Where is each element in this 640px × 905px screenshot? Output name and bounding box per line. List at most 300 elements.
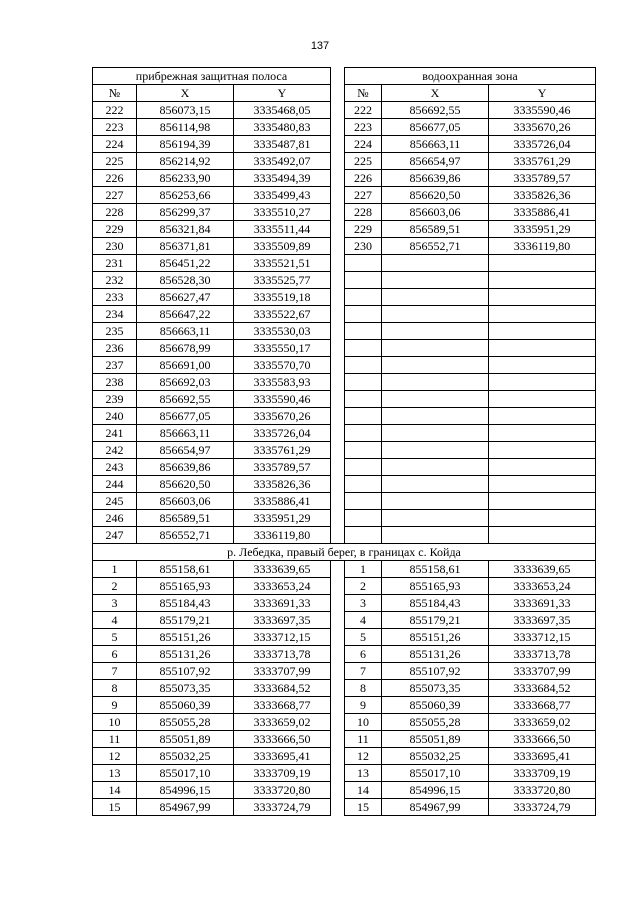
column-gap (331, 476, 345, 493)
table-row (93, 748, 596, 765)
right-x-cell (382, 255, 489, 272)
table-row (93, 714, 596, 731)
table-row (93, 102, 596, 119)
right-number-cell (345, 340, 382, 357)
right-y-cell: 3335886,41 (489, 204, 596, 221)
right-number-cell: 4 (345, 612, 382, 629)
right-col-number-header: № (345, 85, 382, 102)
left-y-cell: 3333724,79 (234, 799, 331, 816)
table-row (93, 493, 596, 510)
left-number-cell: 232 (93, 272, 137, 289)
column-gap (331, 442, 345, 459)
column-gap (331, 748, 345, 765)
right-x-cell: 855017,10 (382, 765, 489, 782)
left-x-cell: 855158,61 (137, 561, 234, 578)
column-gap (331, 663, 345, 680)
table-row (93, 136, 596, 153)
right-number-cell: 8 (345, 680, 382, 697)
column-gap (331, 85, 345, 102)
left-number-cell: 236 (93, 340, 137, 357)
right-x-cell: 855184,43 (382, 595, 489, 612)
left-y-cell: 3335570,70 (234, 357, 331, 374)
left-x-cell: 856552,71 (137, 527, 234, 544)
column-gap (331, 357, 345, 374)
right-x-cell: 854996,15 (382, 782, 489, 799)
right-number-cell: 225 (345, 153, 382, 170)
right-number-cell (345, 374, 382, 391)
left-group-header: прибрежная защитная полоса (93, 68, 331, 85)
table-row (93, 153, 596, 170)
left-number-cell: 230 (93, 238, 137, 255)
left-x-cell: 856528,30 (137, 272, 234, 289)
right-x-cell (382, 357, 489, 374)
table-row (93, 187, 596, 204)
left-number-cell: 225 (93, 153, 137, 170)
left-y-cell: 3335886,41 (234, 493, 331, 510)
right-x-cell: 855055,28 (382, 714, 489, 731)
column-gap (331, 187, 345, 204)
table-row (93, 612, 596, 629)
column-gap (331, 153, 345, 170)
left-number-cell: 241 (93, 425, 137, 442)
table-row (93, 459, 596, 476)
right-y-cell (489, 425, 596, 442)
right-number-cell (345, 459, 382, 476)
table-row (93, 663, 596, 680)
coordinates-table (92, 67, 596, 816)
right-number-cell: 15 (345, 799, 382, 816)
right-x-cell: 856620,50 (382, 187, 489, 204)
left-x-cell: 856299,37 (137, 204, 234, 221)
right-y-cell: 3336119,80 (489, 238, 596, 255)
right-y-cell (489, 374, 596, 391)
left-number-cell: 2 (93, 578, 137, 595)
left-y-cell: 3335670,26 (234, 408, 331, 425)
left-number-cell: 233 (93, 289, 137, 306)
column-gap (331, 799, 345, 816)
left-x-cell: 856678,99 (137, 340, 234, 357)
right-number-cell: 13 (345, 765, 382, 782)
table-row (93, 799, 596, 816)
column-gap (331, 782, 345, 799)
left-x-cell: 856371,81 (137, 238, 234, 255)
table-row (93, 119, 596, 136)
right-x-cell (382, 374, 489, 391)
right-x-cell: 856589,51 (382, 221, 489, 238)
right-x-cell (382, 527, 489, 544)
column-gap (331, 255, 345, 272)
right-x-cell: 856692,55 (382, 102, 489, 119)
left-number-cell: 234 (93, 306, 137, 323)
left-y-cell: 3335522,67 (234, 306, 331, 323)
right-col-y-header: Y (489, 85, 596, 102)
right-y-cell (489, 493, 596, 510)
left-number-cell: 9 (93, 697, 137, 714)
table-row (93, 408, 596, 425)
left-number-cell: 11 (93, 731, 137, 748)
left-x-cell: 856253,66 (137, 187, 234, 204)
left-y-cell: 3335510,27 (234, 204, 331, 221)
right-y-cell (489, 357, 596, 374)
left-y-cell: 3335583,93 (234, 374, 331, 391)
table-row (93, 221, 596, 238)
right-number-cell (345, 425, 382, 442)
left-x-cell: 856114,98 (137, 119, 234, 136)
right-number-cell (345, 323, 382, 340)
left-number-cell: 223 (93, 119, 137, 136)
left-y-cell: 3335951,29 (234, 510, 331, 527)
table-row (93, 510, 596, 527)
right-x-cell: 855073,35 (382, 680, 489, 697)
left-col-y-header: Y (234, 85, 331, 102)
right-x-cell (382, 391, 489, 408)
right-y-cell: 3335761,29 (489, 153, 596, 170)
right-x-cell (382, 408, 489, 425)
right-x-cell: 856639,86 (382, 170, 489, 187)
left-y-cell: 3333709,19 (234, 765, 331, 782)
column-gap (331, 68, 345, 85)
right-y-cell (489, 306, 596, 323)
left-x-cell: 855055,28 (137, 714, 234, 731)
left-number-cell: 227 (93, 187, 137, 204)
left-y-cell: 3335590,46 (234, 391, 331, 408)
right-x-cell: 855158,61 (382, 561, 489, 578)
right-y-cell: 3333720,80 (489, 782, 596, 799)
right-y-cell (489, 323, 596, 340)
left-y-cell: 3333697,35 (234, 612, 331, 629)
table-row (93, 595, 596, 612)
table-row (93, 289, 596, 306)
left-y-cell: 3333668,77 (234, 697, 331, 714)
table-row (93, 170, 596, 187)
left-number-cell: 7 (93, 663, 137, 680)
left-x-cell: 855017,10 (137, 765, 234, 782)
right-number-cell (345, 357, 382, 374)
left-number-cell: 15 (93, 799, 137, 816)
left-x-cell: 856663,11 (137, 323, 234, 340)
right-y-cell: 3335726,04 (489, 136, 596, 153)
right-y-cell (489, 391, 596, 408)
table-row (93, 306, 596, 323)
right-x-cell (382, 306, 489, 323)
left-y-cell: 3333659,02 (234, 714, 331, 731)
left-x-cell: 856451,22 (137, 255, 234, 272)
coordinates-table-body (93, 68, 596, 816)
column-gap (331, 680, 345, 697)
column-gap (331, 323, 345, 340)
left-number-cell: 247 (93, 527, 137, 544)
right-number-cell (345, 272, 382, 289)
column-gap (331, 578, 345, 595)
right-number-cell: 229 (345, 221, 382, 238)
right-number-cell (345, 476, 382, 493)
left-x-cell: 856654,97 (137, 442, 234, 459)
right-number-cell: 10 (345, 714, 382, 731)
left-y-cell: 3333666,50 (234, 731, 331, 748)
left-y-cell: 3333695,41 (234, 748, 331, 765)
right-y-cell: 3335826,36 (489, 187, 596, 204)
left-x-cell: 855032,25 (137, 748, 234, 765)
left-number-cell: 240 (93, 408, 137, 425)
right-y-cell: 3333653,24 (489, 578, 596, 595)
right-x-cell: 855165,93 (382, 578, 489, 595)
right-y-cell: 3333709,19 (489, 765, 596, 782)
table-row (93, 425, 596, 442)
left-col-number-header: № (93, 85, 137, 102)
left-x-cell: 856691,00 (137, 357, 234, 374)
left-x-cell: 855184,43 (137, 595, 234, 612)
right-number-cell: 1 (345, 561, 382, 578)
left-number-cell: 10 (93, 714, 137, 731)
left-x-cell: 856663,11 (137, 425, 234, 442)
right-x-cell: 856603,06 (382, 204, 489, 221)
left-y-cell: 3335499,43 (234, 187, 331, 204)
left-y-cell: 3335726,04 (234, 425, 331, 442)
right-number-cell (345, 255, 382, 272)
table-row (93, 391, 596, 408)
left-number-cell: 245 (93, 493, 137, 510)
right-y-cell: 3333659,02 (489, 714, 596, 731)
left-number-cell: 237 (93, 357, 137, 374)
right-y-cell (489, 289, 596, 306)
left-x-cell: 856677,05 (137, 408, 234, 425)
left-number-cell: 14 (93, 782, 137, 799)
right-number-cell: 9 (345, 697, 382, 714)
left-y-cell: 3335826,36 (234, 476, 331, 493)
left-y-cell: 3335761,29 (234, 442, 331, 459)
left-number-cell: 238 (93, 374, 137, 391)
left-y-cell: 3335530,03 (234, 323, 331, 340)
right-number-cell (345, 408, 382, 425)
right-y-cell: 3333695,41 (489, 748, 596, 765)
column-gap (331, 306, 345, 323)
left-y-cell: 3333720,80 (234, 782, 331, 799)
right-number-cell: 226 (345, 170, 382, 187)
right-number-cell: 230 (345, 238, 382, 255)
table-row (93, 442, 596, 459)
right-number-cell (345, 306, 382, 323)
right-x-cell (382, 442, 489, 459)
right-x-cell: 856654,97 (382, 153, 489, 170)
column-gap (331, 289, 345, 306)
right-y-cell: 3333639,65 (489, 561, 596, 578)
column-gap (331, 646, 345, 663)
right-y-cell: 3333697,35 (489, 612, 596, 629)
left-x-cell: 855060,39 (137, 697, 234, 714)
right-number-cell: 5 (345, 629, 382, 646)
right-x-cell: 855107,92 (382, 663, 489, 680)
table-row (93, 697, 596, 714)
column-gap (331, 391, 345, 408)
left-y-cell: 3333653,24 (234, 578, 331, 595)
right-y-cell (489, 442, 596, 459)
table-row (93, 323, 596, 340)
table-row (93, 357, 596, 374)
right-y-cell: 3333691,33 (489, 595, 596, 612)
left-x-cell: 854967,99 (137, 799, 234, 816)
right-y-cell: 3335789,57 (489, 170, 596, 187)
right-group-header: водоохранная зона (345, 68, 596, 85)
left-number-cell: 231 (93, 255, 137, 272)
left-x-cell: 855151,26 (137, 629, 234, 646)
right-y-cell: 3335670,26 (489, 119, 596, 136)
right-x-cell: 855060,39 (382, 697, 489, 714)
right-number-cell: 6 (345, 646, 382, 663)
left-x-cell: 856321,84 (137, 221, 234, 238)
left-number-cell: 244 (93, 476, 137, 493)
left-y-cell: 3335519,18 (234, 289, 331, 306)
right-number-cell (345, 510, 382, 527)
left-y-cell: 3335525,77 (234, 272, 331, 289)
table-row (93, 340, 596, 357)
column-gap (331, 595, 345, 612)
left-y-cell: 3335487,81 (234, 136, 331, 153)
column-gap (331, 697, 345, 714)
right-number-cell (345, 527, 382, 544)
column-gap (331, 561, 345, 578)
left-number-cell: 4 (93, 612, 137, 629)
right-y-cell: 3333666,50 (489, 731, 596, 748)
left-number-cell: 246 (93, 510, 137, 527)
right-number-cell (345, 391, 382, 408)
right-x-cell: 856552,71 (382, 238, 489, 255)
column-gap (331, 204, 345, 221)
column-gap (331, 714, 345, 731)
right-number-cell: 11 (345, 731, 382, 748)
left-y-cell: 3335789,57 (234, 459, 331, 476)
right-number-cell: 227 (345, 187, 382, 204)
right-x-cell (382, 289, 489, 306)
left-number-cell: 229 (93, 221, 137, 238)
right-number-cell: 12 (345, 748, 382, 765)
right-x-cell: 855032,25 (382, 748, 489, 765)
right-y-cell (489, 510, 596, 527)
right-x-cell: 855179,21 (382, 612, 489, 629)
left-y-cell: 3335494,39 (234, 170, 331, 187)
left-x-cell: 856589,51 (137, 510, 234, 527)
column-gap (331, 340, 345, 357)
table-row (93, 578, 596, 595)
left-number-cell: 226 (93, 170, 137, 187)
table-row (93, 527, 596, 544)
column-gap (331, 136, 345, 153)
left-x-cell: 856194,39 (137, 136, 234, 153)
left-y-cell: 3335521,51 (234, 255, 331, 272)
right-y-cell (489, 272, 596, 289)
left-number-cell: 239 (93, 391, 137, 408)
right-number-cell: 228 (345, 204, 382, 221)
right-y-cell: 3333668,77 (489, 697, 596, 714)
right-number-cell: 222 (345, 102, 382, 119)
left-x-cell: 856214,92 (137, 153, 234, 170)
right-x-cell (382, 493, 489, 510)
column-gap (331, 119, 345, 136)
left-col-x-header: X (137, 85, 234, 102)
right-y-cell: 3333707,99 (489, 663, 596, 680)
right-number-cell: 14 (345, 782, 382, 799)
table-row (93, 731, 596, 748)
column-gap (331, 221, 345, 238)
left-x-cell: 856627,47 (137, 289, 234, 306)
column-gap (331, 493, 345, 510)
left-y-cell: 3335492,07 (234, 153, 331, 170)
left-y-cell: 3333684,52 (234, 680, 331, 697)
left-x-cell: 856692,03 (137, 374, 234, 391)
column-gap (331, 272, 345, 289)
left-number-cell: 12 (93, 748, 137, 765)
left-x-cell: 856073,15 (137, 102, 234, 119)
left-number-cell: 6 (93, 646, 137, 663)
column-gap (331, 527, 345, 544)
right-x-cell (382, 459, 489, 476)
left-y-cell: 3333707,99 (234, 663, 331, 680)
column-gap (331, 374, 345, 391)
section-heading: р. Лебедка, правый берег, в границах с. Койда (93, 544, 596, 561)
right-number-cell: 7 (345, 663, 382, 680)
right-x-cell: 855051,89 (382, 731, 489, 748)
left-x-cell: 855179,21 (137, 612, 234, 629)
right-x-cell (382, 510, 489, 527)
table-row (93, 255, 596, 272)
left-number-cell: 235 (93, 323, 137, 340)
right-y-cell (489, 527, 596, 544)
right-number-cell: 224 (345, 136, 382, 153)
left-x-cell: 855051,89 (137, 731, 234, 748)
right-y-cell: 3335590,46 (489, 102, 596, 119)
left-y-cell: 3333712,15 (234, 629, 331, 646)
right-y-cell: 3333684,52 (489, 680, 596, 697)
left-x-cell: 856233,90 (137, 170, 234, 187)
column-gap (331, 629, 345, 646)
right-x-cell: 856677,05 (382, 119, 489, 136)
column-gap (331, 102, 345, 119)
column-header-row (93, 85, 596, 102)
left-number-cell: 222 (93, 102, 137, 119)
right-y-cell: 3333713,78 (489, 646, 596, 663)
right-x-cell: 855131,26 (382, 646, 489, 663)
left-y-cell: 3335550,17 (234, 340, 331, 357)
column-gap (331, 425, 345, 442)
column-gap (331, 459, 345, 476)
right-y-cell (489, 340, 596, 357)
group-header-row (93, 68, 596, 85)
table-row (93, 476, 596, 493)
right-x-cell (382, 476, 489, 493)
right-y-cell (489, 476, 596, 493)
left-y-cell: 3333691,33 (234, 595, 331, 612)
right-y-cell (489, 255, 596, 272)
right-number-cell (345, 442, 382, 459)
column-gap (331, 408, 345, 425)
right-y-cell: 3333724,79 (489, 799, 596, 816)
right-x-cell: 855151,26 (382, 629, 489, 646)
column-gap (331, 170, 345, 187)
left-number-cell: 5 (93, 629, 137, 646)
right-number-cell: 2 (345, 578, 382, 595)
left-number-cell: 228 (93, 204, 137, 221)
right-x-cell (382, 323, 489, 340)
left-y-cell: 3336119,80 (234, 527, 331, 544)
left-x-cell: 855107,92 (137, 663, 234, 680)
right-y-cell (489, 408, 596, 425)
left-x-cell: 856620,50 (137, 476, 234, 493)
right-number-cell (345, 493, 382, 510)
left-number-cell: 243 (93, 459, 137, 476)
table-row (93, 782, 596, 799)
left-x-cell: 856692,55 (137, 391, 234, 408)
table-row (93, 204, 596, 221)
right-x-cell: 854967,99 (382, 799, 489, 816)
